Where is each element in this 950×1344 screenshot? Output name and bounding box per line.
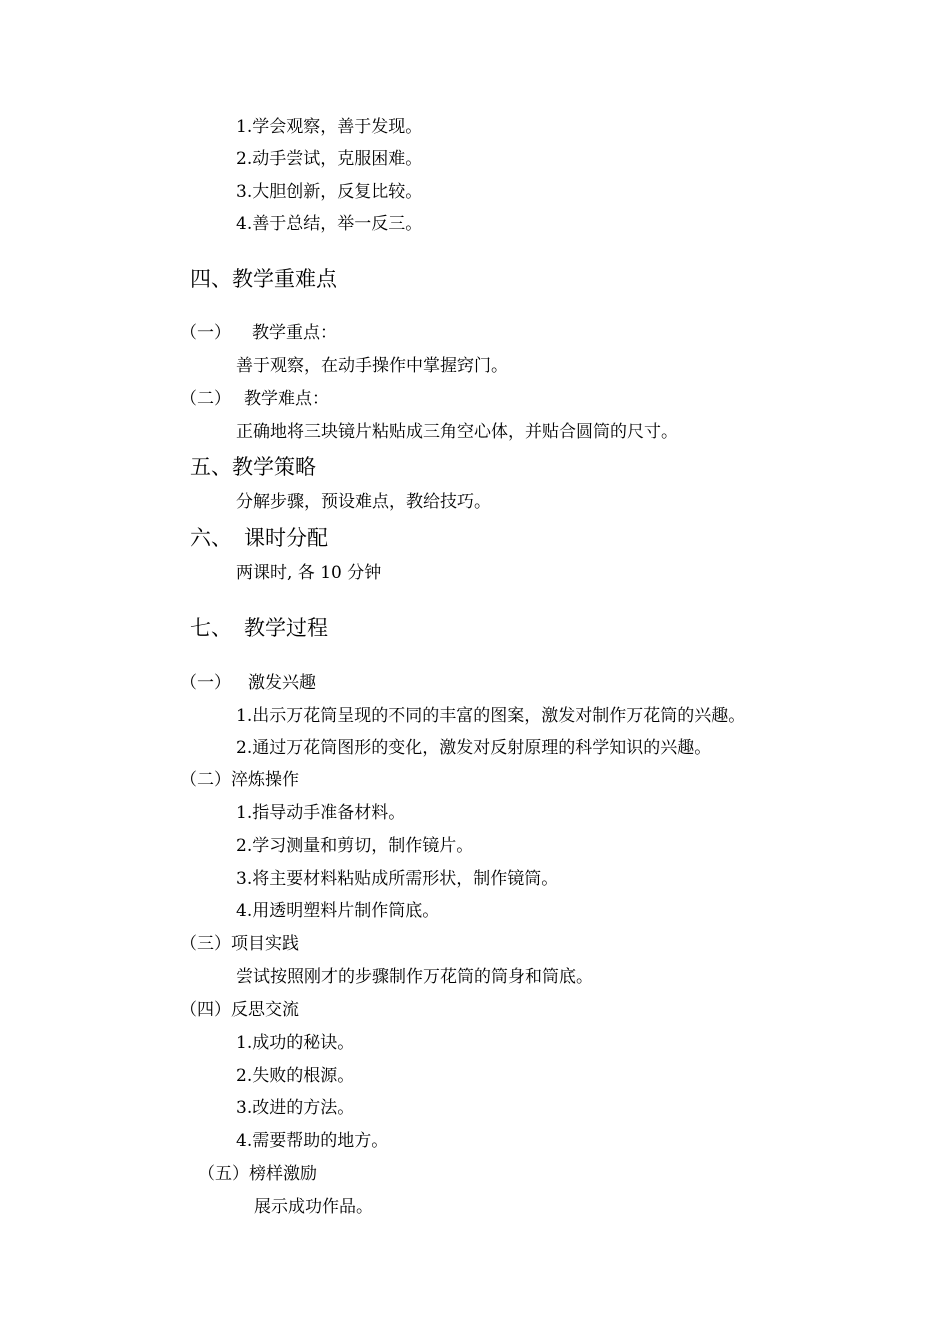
list-item: 1.指导动手准备材料。	[236, 803, 406, 823]
list-item: 2.通过万花筒图形的变化，激发对反射原理的科学知识的兴趣。	[236, 738, 712, 758]
list-item: 1.成功的秘诀。	[236, 1033, 355, 1053]
subsection-title: 教学难点：	[244, 389, 329, 409]
subsection-title: （五）榜样激励	[198, 1164, 317, 1184]
list-item: 4.需要帮助的地方。	[236, 1131, 389, 1151]
subsection-title: （四）反思交流	[180, 1000, 299, 1020]
paragraph: 尝试按照刚才的步骤制作万花筒的筒身和筒底。	[236, 967, 593, 987]
section-number: 七、	[190, 616, 232, 640]
goal-item: 4.善于总结，举一反三。	[236, 214, 423, 234]
section-heading: 教学过程	[244, 616, 328, 640]
list-item: 4.用透明塑料片制作筒底。	[236, 901, 440, 921]
subsection-label: （一）	[180, 673, 231, 693]
section-number: 六、	[190, 526, 232, 550]
subsection-title: （三）项目实践	[180, 934, 299, 954]
goal-item: 2.动手尝试，克服困难。	[236, 149, 423, 169]
paragraph: 善于观察，在动手操作中掌握窍门。	[236, 356, 508, 376]
paragraph: 分解步骤，预设难点，教给技巧。	[236, 492, 491, 512]
subsection-label: （二）	[180, 389, 231, 409]
section-heading: 课时分配	[244, 526, 328, 550]
paragraph: 展示成功作品。	[254, 1197, 373, 1217]
subsection-label: （一）	[180, 323, 231, 343]
paragraph: 正确地将三块镜片粘贴成三角空心体，并贴合圆筒的尺寸。	[236, 422, 678, 442]
list-item: 1.出示万花筒呈现的不同的丰富的图案，激发对制作万花筒的兴趣。	[236, 706, 746, 726]
subsection-title: 教学重点：	[252, 323, 337, 343]
list-item: 2.失败的根源。	[236, 1066, 355, 1086]
subsection-title: 激发兴趣	[248, 673, 316, 693]
list-item: 2.学习测量和剪切，制作镜片。	[236, 836, 474, 856]
goal-item: 1.学会观察，善于发现。	[236, 117, 423, 137]
goal-item: 3.大胆创新，反复比较。	[236, 182, 423, 202]
paragraph: 两课时, 各 10 分钟	[236, 563, 382, 583]
section-heading: 五、教学策略	[190, 455, 316, 479]
section-heading: 四、教学重难点	[190, 267, 337, 291]
list-item: 3.将主要材料粘贴成所需形状，制作镜筒。	[236, 869, 559, 889]
list-item: 3.改进的方法。	[236, 1098, 355, 1118]
subsection-title: （二）淬炼操作	[180, 770, 299, 790]
